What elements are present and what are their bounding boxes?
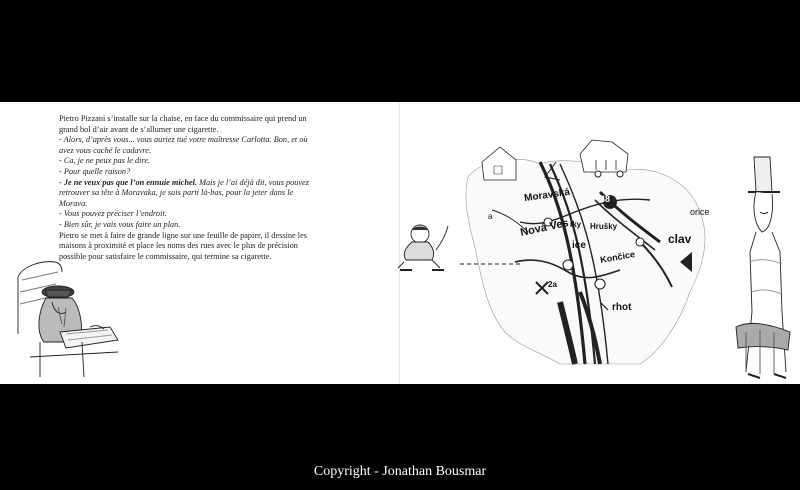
book-spread — [0, 102, 800, 384]
map-label-hrusky: Hrušky — [590, 222, 618, 231]
map-label-nova-ves: Nová Ves — [519, 217, 570, 239]
map-label-2a: 2a — [548, 280, 557, 289]
seated-man-illustration — [18, 262, 118, 377]
map-label-lky: lky — [570, 220, 582, 229]
map-collage — [466, 140, 705, 364]
dialogue-line-2: - Ca, je ne peux pas le dire. — [59, 156, 151, 166]
dialogue-line-4-emphasis: - Je ne veux pas que l’on ennuie michel. — [59, 177, 198, 187]
map-label-rhot: rhot — [612, 302, 632, 313]
tall-man-illustration — [736, 157, 790, 378]
dialogue-line-3: - Pour quelle raison? — [59, 166, 131, 176]
dialogue-line-1: - Alors, d’après vous... vous auriez tué votre maîtresse Carlotta. Bon, et où avez vous caché le cadavre. — [59, 135, 308, 155]
map-label-a: a — [488, 212, 493, 221]
map-label-koncice: Končice — [599, 249, 636, 265]
map-label-ice: ice — [572, 240, 586, 251]
dialogue-line-5: - Vous pouvez préciser l’endroit. — [59, 209, 167, 219]
copyright-caption: Copyright - Jonathan Bousmar — [313, 464, 487, 479]
story-intro: Pietro Pizzani s’installe sur la chaise, en face du commissaire qui prend un grand bol d’air avant de s’allumer une cigarette. — [59, 114, 307, 134]
story-closing: Pietro se met à faire de grande ligne sur une feuille de papier, il dessine les maisons à proximité et place les noms des rues avec le plus de précision possible pour satisfaire le commissaire, qui termine sa cigarette. — [59, 230, 308, 261]
dialogue-line-4-rest: Mais je l’ai déjà dit, vous pouvez retrouver sa tête à Moravaka, je suis parti là-bas, pour la jeter dans le Morava. — [59, 177, 310, 208]
map-label-moravska: Moravská — [523, 186, 571, 205]
map-label-clav: clav — [668, 232, 692, 246]
map-route-badge: 48 — [600, 194, 611, 204]
dialogue-line-6: - Bien sûr, je vais vous faire un plan. — [59, 219, 181, 229]
map-label-orice: orice — [690, 207, 710, 217]
